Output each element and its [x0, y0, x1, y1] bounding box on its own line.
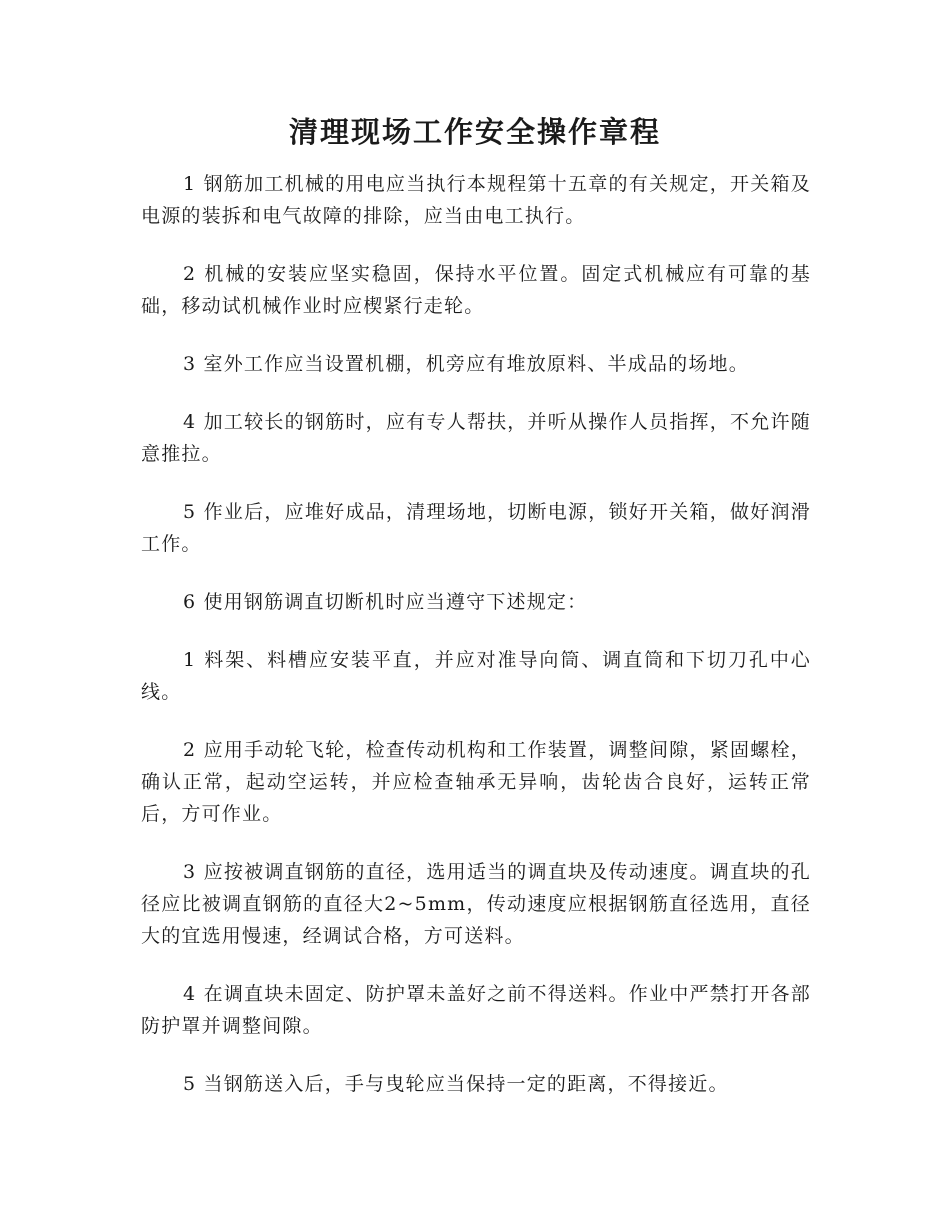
sub-paragraph-5: 5 当钢筋送入后，手与曳轮应当保持一定的距离，不得接近。	[183, 1073, 729, 1095]
paragraph-4: 4 加工较长的钢筋时，应有专人帮扶，并听从操作人员指挥，不允许随意推拉。	[141, 411, 811, 465]
sub-paragraph-1: 1 料架、料槽应安装平直，并应对准导向筒、调直筒和下切刀孔中心线。	[141, 649, 811, 703]
sub-paragraph-2: 2 应用手动轮飞轮，检查传动机构和工作装置，调整间隙，紧固螺栓，确认正常，起动空运转，并应检查轴承无异响，齿轮齿合良好，运转正常后，方可作业。	[141, 739, 811, 825]
paragraph-1: 1 钢筋加工机械的用电应当执行本规程第十五章的有关规定，开关箱及电源的装拆和电气故障的排除，应当由电工执行。	[141, 173, 811, 227]
paragraph-6: 6 使用钢筋调直切断机时应当遵守下述规定：	[183, 591, 588, 613]
paragraph-2: 2 机械的安装应坚实稳固，保持水平位置。固定式机械应有可靠的基础，移动试机械作业时应楔紧行走轮。	[141, 263, 811, 317]
paragraph-5: 5 作业后，应堆好成品，清理场地，切断电源，锁好开关箱，做好润滑工作。	[141, 501, 811, 555]
document-body	[141, 168, 811, 1126]
paragraph-3: 3 室外工作应当设置机棚，机旁应有堆放原料、半成品的场地。	[183, 353, 749, 375]
document-title: 清理现场工作安全操作章程	[288, 115, 661, 149]
sub-paragraph-4: 4 在调直块未固定、防护罩未盖好之前不得送料。作业中严禁打开各部防护罩并调整间隙。	[141, 983, 811, 1037]
sub-paragraph-3: 3 应按被调直钢筋的直径，选用适当的调直块及传动速度。调直块的孔径应比被调直钢筋的直径大2~5mm，传动速度应根据钢筋直径选用，直径大的宜选用慢速，经调试合格，方可送料。	[141, 861, 811, 947]
